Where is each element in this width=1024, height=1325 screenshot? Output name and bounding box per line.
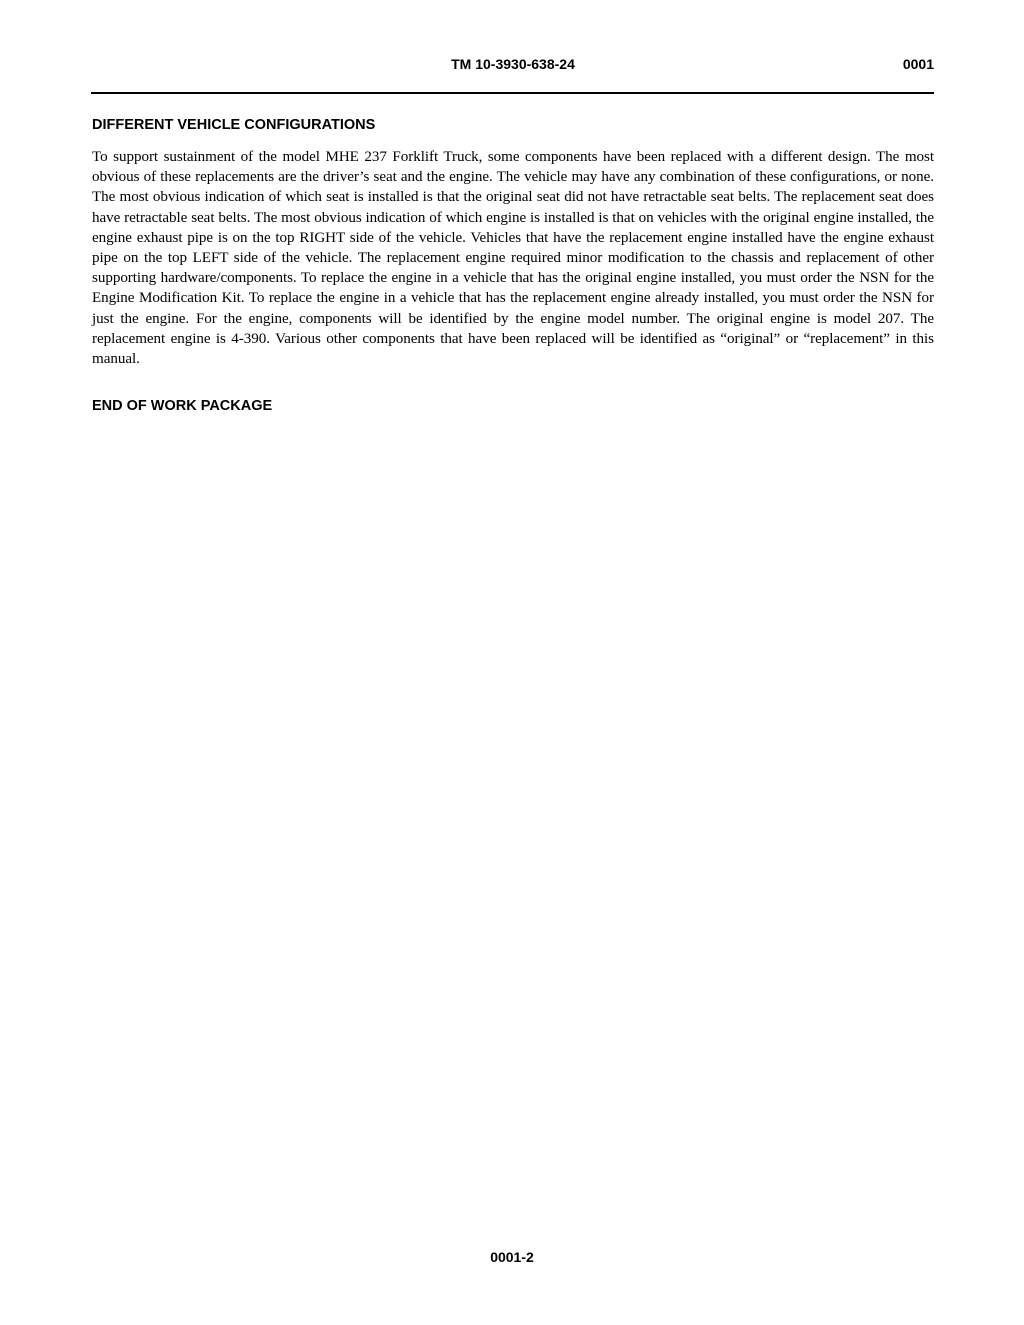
work-package-number: 0001: [902, 56, 934, 72]
header-divider: [91, 92, 934, 94]
body-paragraph: To support sustainment of the model MHE 237 Forklift Truck, some components have been replaced with a different design. The most obvious of these replacements are the driver’s seat and the engine. The vehicle may have any combination of these configurations, or none. The most obvious indication of which seat is installed is that the original seat did not have retractable seat belts. The replacement seat does have retractable seat belts. The most obvious indication of which engine is installed is that on vehicles with the original engine installed, the engine exhaust pipe is on the top RIGHT side of the vehicle. Vehicles that have the replacement engine installed have the engine exhaust pipe on the top LEFT side of the vehicle. The replacement engine required minor modification to the chassis and replacement of other supporting hardware/components. To replace the engine in a vehicle that has the original engine installed, you must order the NSN for the Engine Modification Kit. To replace the engine in a vehicle that has the replacement engine already installed, you must order the NSN for just the engine. For the engine, components will be identified by the engine model number. The original engine is model 207. The replacement engine is 4-390. Various other components that have been replaced will be identified as “original” or “replacement” in this manual.: [92, 149, 934, 368]
page-header: [92, 56, 934, 78]
section-heading: DIFFERENT VEHICLE CONFIGURATIONS: [92, 117, 376, 133]
end-of-work-package: END OF WORK PACKAGE: [92, 398, 273, 414]
page-number: 0001-2: [490, 1249, 534, 1265]
document-id: TM 10-3930-638-24: [451, 56, 575, 72]
